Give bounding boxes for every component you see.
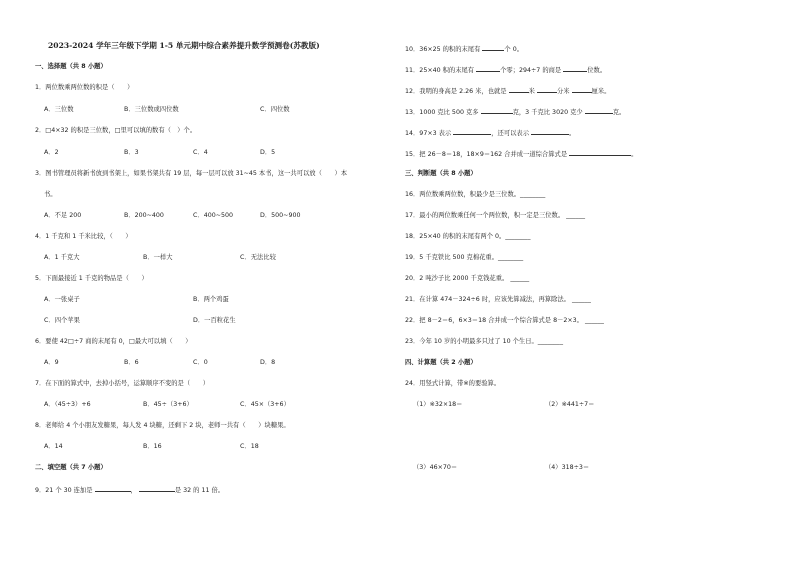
q1-option-c: C．四位数 (260, 106, 290, 113)
q12-text-4: 厘米。 (591, 88, 611, 95)
q24-stem: 24．用竖式计算，带※的要验算。 (405, 380, 501, 387)
q24-item-4: （4）318÷3＝ (545, 464, 590, 471)
q1-option-b: B．三位数或四位数 (124, 106, 179, 113)
q3-stem-continued: 书。 (44, 191, 57, 198)
q11-text-1: 11．25×40 积的末尾有 (405, 67, 475, 74)
q24-item-1: （1）※32×18＝ (413, 401, 463, 408)
q3-option-a: A．不足 200 (44, 212, 82, 219)
q14-text-1: 14．97×3 表示 (405, 130, 452, 137)
q17: 17．最小的两位数乘任何一个两位数，积一定是三位数。 ______ (405, 212, 586, 219)
q20: 20．2 吨沙子比 2000 千克钱花重。 ______ (405, 275, 530, 282)
q5-option-a: A．一张桌子 (44, 296, 80, 303)
q11-blank-2[interactable] (563, 65, 587, 72)
q5-option-b: B．两个鸡蛋 (193, 296, 229, 303)
q6-option-d: D．8 (260, 359, 276, 366)
q3-option-c: C．400~500 (193, 212, 234, 219)
q6-stem: 6．要使 42□÷7 商的末尾有 0，□最大可以填（ ） (35, 338, 192, 345)
q8-stem: 8．老师给 4 个小朋友发糖果，每人发 4 块糖，还剩下 2 块，老师一共有（ ）块糖果。 (35, 422, 290, 429)
q8-option-c: C．18 (240, 443, 259, 450)
q14 (405, 128, 575, 138)
q10-text-1: 10．36×25 的积的末尾有 (405, 46, 481, 53)
section-calc-heading: 四、计算题（共 2 小题） (405, 359, 477, 366)
q15-text-2: 。 (631, 151, 638, 158)
q11-text-3: 位数。 (587, 67, 607, 74)
q3-option-b: B．200~400 (124, 212, 164, 219)
q19: 19．5 千克铁比 500 克棉花重。________ (405, 254, 524, 261)
q3-stem: 3．图书管理员将新书放到书架上，如果书架共有 19 层，每一层可以放 31~45 本书，这一共可以放（ ）本 (35, 170, 348, 177)
q14-blank-1[interactable] (453, 128, 491, 135)
q12-text-3: 分米 (556, 88, 570, 95)
q21: 21．在计算 474－324÷6 时，应该先算减法，再算除法。 ______ (405, 296, 591, 303)
q15 (405, 149, 637, 159)
q9-blank-2[interactable] (139, 485, 175, 492)
q22: 22．把 8－2＝6，6×3＝18 合并成一个综合算式是 8－2×3。 ______ (405, 317, 604, 324)
q12-blank-1[interactable] (509, 86, 529, 93)
q9 (35, 485, 224, 495)
q10-blank[interactable] (482, 44, 504, 51)
section-fill-heading: 二、填空题（共 7 小题） (35, 464, 107, 471)
q10-text-2: 个 0。 (504, 46, 524, 53)
q5-option-d: D．一百粒花生 (193, 317, 236, 324)
q5-option-c: C．四个苹果 (44, 317, 80, 324)
q3-option-d: D．500~900 (260, 212, 301, 219)
q16: 16．两位数乘两位数，积最少是三位数。________ (405, 191, 546, 198)
q9-blank-1[interactable] (95, 485, 131, 492)
section-choice-heading: 一、选择题（共 8 小题） (35, 63, 107, 70)
q11-text-2: 个零；294÷7 的商是 (500, 67, 562, 74)
q2-option-b: B．3 (124, 149, 139, 156)
q14-text-2: ，还可以表示 (491, 130, 529, 137)
q1-option-a: A．三位数 (44, 106, 74, 113)
q10 (405, 44, 523, 54)
q2-option-c: C．4 (193, 149, 208, 156)
q12 (405, 86, 610, 96)
q13-blank-2[interactable] (585, 107, 613, 114)
q12-text-1: 12．我明的身高是 2.26 米，也就是 (405, 88, 507, 95)
q6-option-b: B．6 (124, 359, 139, 366)
q13-blank-1[interactable] (481, 107, 513, 114)
q4-stem: 4．1 千克和 1 千米比较，（ ） (35, 233, 132, 240)
q9-text-3: 是 32 的 11 倍。 (174, 487, 225, 494)
q8-option-b: B．16 (143, 443, 162, 450)
q12-blank-3[interactable] (572, 86, 592, 93)
q7-option-a: A．（45÷3）+6 (44, 401, 91, 408)
q13-text-2: 克，3 千克比 3020 克少 (512, 109, 583, 116)
q4-option-b: B．一样大 (143, 254, 173, 261)
q2-option-a: A．2 (44, 149, 59, 156)
q7-option-c: C．45×（3+6） (240, 401, 290, 408)
q2-stem: 2．□4×32 的积是三位数，□里可以填的数有（ ）个。 (35, 127, 197, 134)
q13 (405, 107, 625, 117)
q24-item-3: （3）46×70＝ (413, 464, 458, 471)
q15-text-1: 15．把 26－8＝18，18×9＝162 合并成一道综合算式是 (405, 151, 568, 158)
q5-stem: 5．下面最接近 1 千克的物品是（ ） (35, 275, 148, 282)
q11 (405, 65, 606, 75)
q4-option-a: A．1 千克大 (44, 254, 80, 261)
q14-text-3: 。 (569, 130, 576, 137)
q12-blank-2[interactable] (537, 86, 557, 93)
q14-blank-2[interactable] (531, 128, 569, 135)
q24-item-2: （2）※441÷7＝ (545, 401, 595, 408)
exam-title: 2023-2024 学年三年级下学期 1-5 单元期中综合素养提升数学预测卷(苏教版) (48, 41, 320, 50)
q13-text-3: 克。 (612, 109, 626, 116)
q9-text-2: ， (130, 487, 137, 494)
q23: 23．今年 10 岁的小明最多只过了 10 个生日。________ (405, 338, 563, 345)
q1-stem: 1．两位数乘两位数的积是（ ） (35, 84, 134, 91)
q9-text-1: 9．21 个 30 连加是 (35, 487, 93, 494)
q18: 18．25×40 的积的末尾有两个 0。________ (405, 233, 531, 240)
q4-option-c: C．无法比较 (240, 254, 276, 261)
q2-option-d: D．5 (260, 149, 276, 156)
q6-option-a: A．9 (44, 359, 59, 366)
q7-stem: 7．在下面的算式中，去掉小括号，运算顺序不变的是（ ） (35, 380, 210, 387)
section-judge-heading: 三、判断题（共 8 小题） (405, 170, 477, 177)
q13-text-1: 13．1000 克比 500 克多 (405, 109, 479, 116)
q8-option-a: A．14 (44, 443, 63, 450)
q15-blank[interactable] (569, 149, 631, 156)
q6-option-c: C．0 (193, 359, 208, 366)
q11-blank-1[interactable] (476, 65, 500, 72)
q7-option-b: B．45÷（3+6） (143, 401, 193, 408)
q12-text-2: 米 (528, 88, 535, 95)
